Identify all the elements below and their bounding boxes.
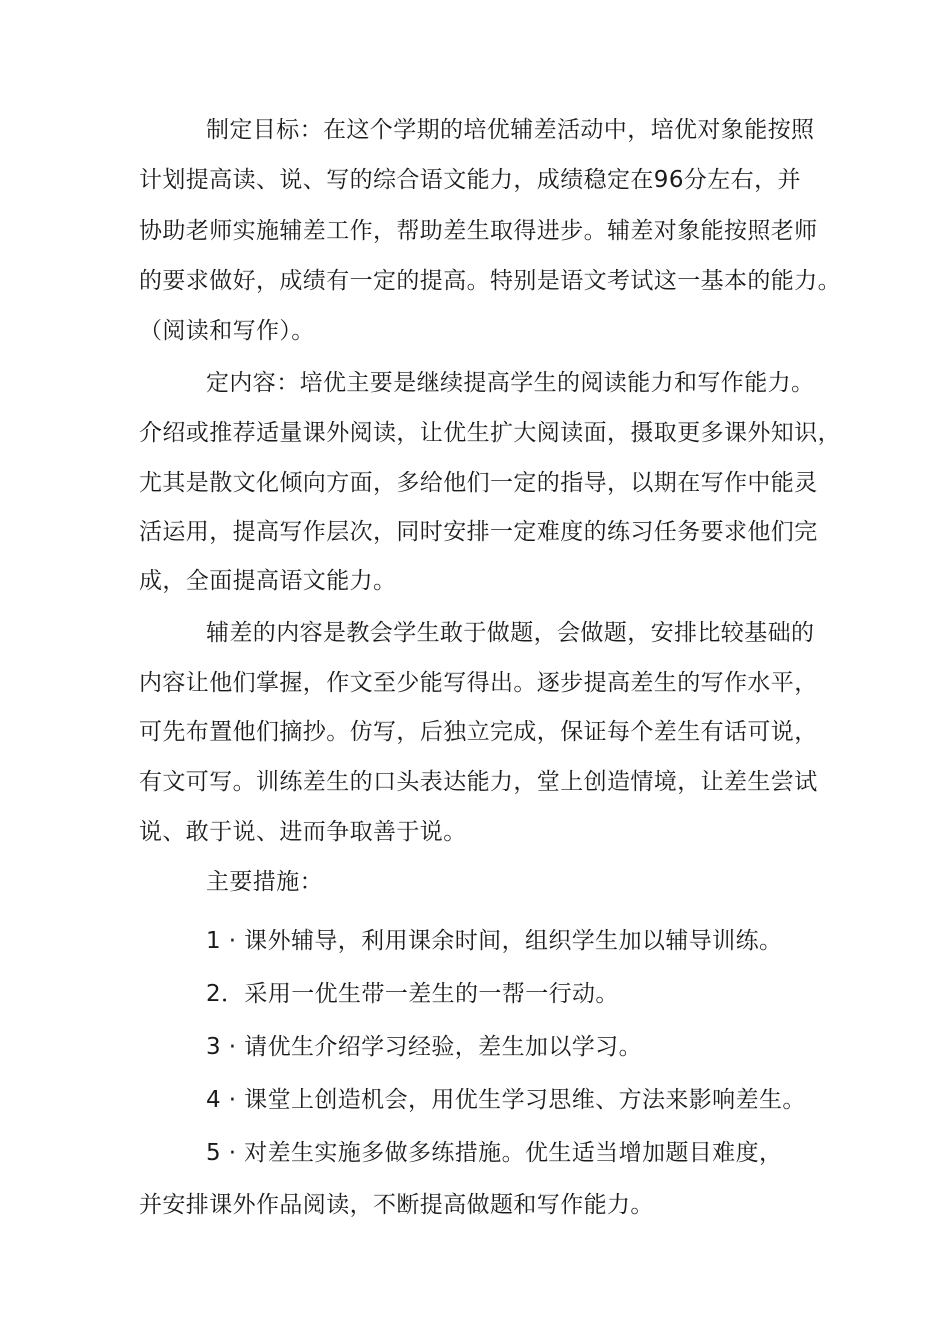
- measure-item-4: 4 · 课堂上创造机会，用优生学习思维、方法来影响差生。: [206, 1087, 806, 1113]
- paragraph-3-line-2: 内容让他们掌握，作文至少能写得出。逐步提高差生的写作水平，: [139, 670, 818, 696]
- measure-item-5-line-2: 并安排课外作品阅读，不断提高做题和写作能力。: [139, 1192, 654, 1218]
- paragraph-2-line-5: 成，全面提高语文能力。: [139, 568, 397, 594]
- paragraph-1-line-1: 制定目标：在这个学期的培优辅差活动中，培优对象能按照: [206, 117, 815, 143]
- paragraph-2-line-3: 尤其是散文化倾向方面，多给他们一定的指导，以期在写作中能灵: [139, 470, 818, 496]
- measure-item-3: 3 · 请优生介绍学习经验，差生加以学习。: [206, 1034, 642, 1060]
- paragraph-1-line-3: 协助老师实施辅差工作，帮助差生取得进步。辅差对象能按照老师: [139, 218, 818, 244]
- paragraph-2-line-2: 介绍或推荐适量课外阅读，让优生扩大阅读面，摄取更多课外知识，: [139, 420, 841, 446]
- paragraph-2-line-1: 定内容：培优主要是继续提高学生的阅读能力和写作能力。: [206, 370, 815, 396]
- paragraph-1-line-2: 计划提高读、说、写的综合语文能力，成绩稳定在96分左右，并: [139, 167, 801, 193]
- paragraph-3-line-1: 辅差的内容是教会学生敢于做题，会做题，安排比较基础的: [206, 620, 815, 646]
- measures-heading: 主要措施：: [206, 869, 323, 895]
- paragraph-3-line-5: 说、敢于说、进而争取善于说。: [139, 819, 467, 845]
- paragraph-2-line-4: 活运用，提高写作层次，同时安排一定难度的练习任务要求他们完: [139, 519, 818, 545]
- paragraph-1-line-5: （阅读和写作）。: [139, 318, 315, 344]
- measure-item-5-line-1: 5 · 对差生实施多做多练措施。优生适当增加题目难度，: [206, 1140, 783, 1166]
- measure-item-2: 2．采用一优生带一差生的一帮一行动。: [206, 981, 619, 1007]
- paragraph-3-line-3: 可先布置他们摘抄。仿写，后独立完成，保证每个差生有话可说，: [139, 719, 818, 745]
- paragraph-1-line-4: 的要求做好，成绩有一定的提高。特别是语文考试这一基本的能力。: [139, 268, 841, 294]
- measure-item-1: 1 · 课外辅导，利用课余时间，组织学生加以辅导训练。: [206, 928, 783, 954]
- paragraph-3-line-4: 有文可写。训练差生的口头表达能力，堂上创造情境，让差生尝试: [139, 769, 818, 795]
